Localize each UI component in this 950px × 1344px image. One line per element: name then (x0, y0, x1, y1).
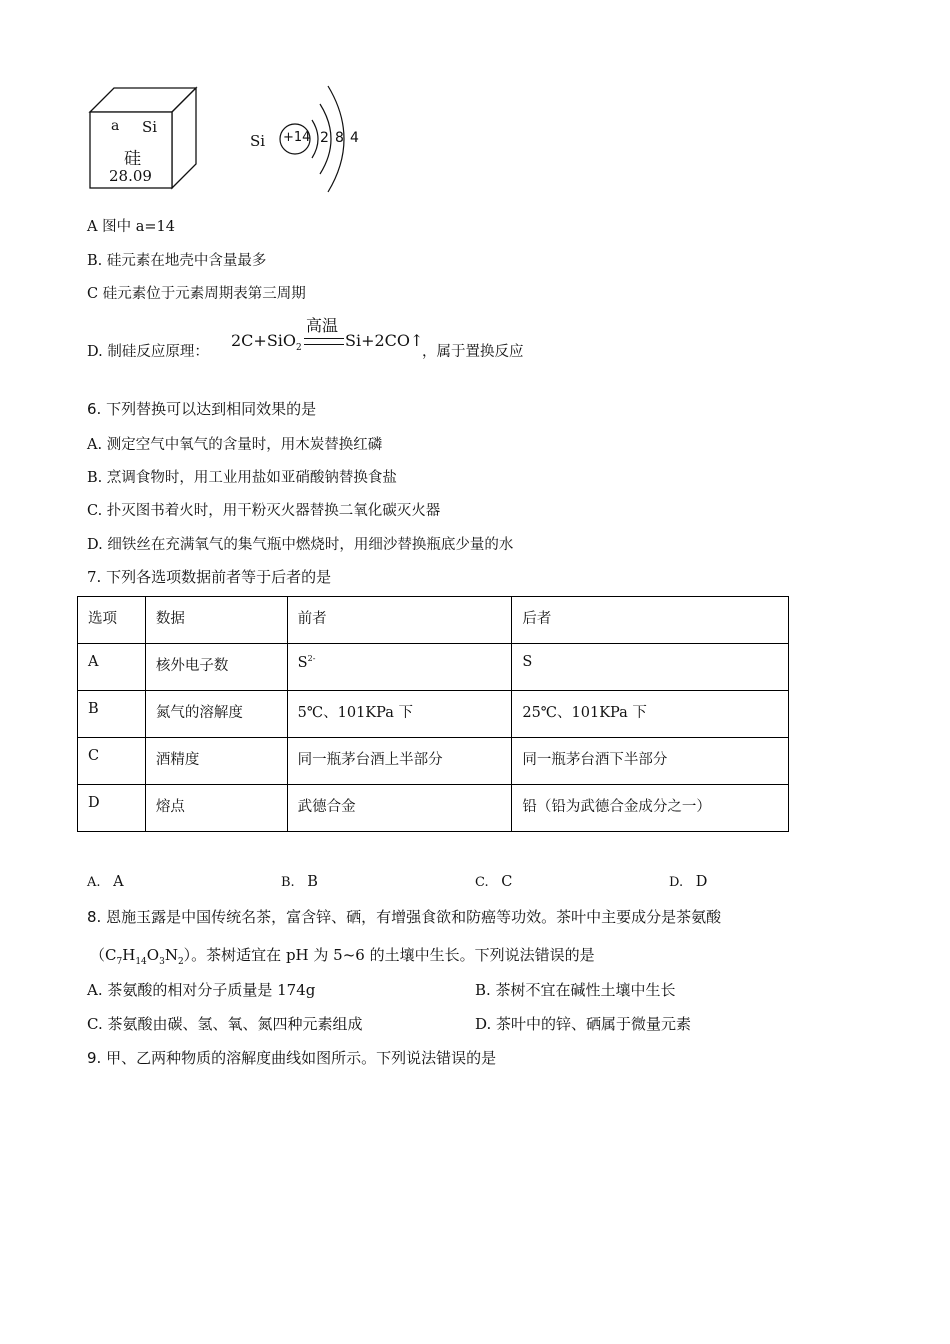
equals-sign (304, 338, 344, 345)
q7-choice-c (475, 874, 512, 890)
table-row (78, 785, 789, 832)
table-header-row (78, 597, 789, 644)
table-cell: S (512, 644, 789, 691)
q8-number: 8. (87, 908, 102, 926)
table-row (78, 738, 789, 785)
q9-number: 9. (87, 1049, 102, 1067)
q8-option-d: D. 茶叶中的锌、硒属于微量元素 (475, 1015, 692, 1033)
equation (231, 331, 302, 353)
q5-option-d-prefix: D. 制硅反应原理： (87, 344, 209, 360)
atom-symbol: Si (250, 132, 266, 150)
atom-shell-1: 2 (320, 130, 329, 146)
q7-stem: 7. 下列各选项数据前者等于后者的是 (87, 568, 332, 586)
q6-option-d: D. 细铁丝在充满氧气的集气瓶中燃烧时，用细沙替换瓶底少量的水 (87, 537, 514, 553)
q5-option-a: A 图中 a=14 (87, 219, 175, 235)
table-cell: 核外电子数 (145, 644, 287, 691)
element-symbol: Si (142, 118, 158, 136)
equation-left: 2C+SiO (231, 331, 297, 350)
table-header-cell: 数据 (145, 597, 287, 644)
q6-option-b: B. 烹调食物时，用工业用盐如亚硝酸钠替换食盐 (87, 470, 397, 486)
q6-option-c: C. 扑灭图书着火时，用干粉灭火器替换二氧化碳灭火器 (87, 503, 441, 519)
formula-n-count: 2 (177, 957, 184, 967)
q7-choice-b (281, 874, 318, 890)
equation-right: Si+2CO↑ (345, 331, 424, 350)
q8-stem-rest: ）。茶树适宜在 pH 为 5~6 的土壤中生长。下列说法错误的是 (183, 946, 595, 964)
element-atomic-mass: 28.09 (109, 167, 152, 185)
table-cell: 铅（铅为武德合金成分之一） (512, 785, 789, 832)
choice-value: D (695, 874, 708, 890)
table-cell: A (78, 644, 146, 691)
reaction-condition: 高温 (306, 316, 339, 335)
element-name: 硅 (124, 149, 141, 169)
formula-o-count: 3 (159, 957, 165, 967)
table-cell: 同一瓶茅台酒下半部分 (512, 738, 789, 785)
element-atomic-number-label: a (111, 118, 120, 134)
formula-n: N (164, 946, 178, 964)
equation-left-subscript: 2 (296, 343, 302, 354)
table-cell: 酒精度 (145, 738, 287, 785)
q5-option-d-suffix: ，属于置换反应 (422, 344, 524, 360)
s-ion-symbol: S (297, 655, 308, 671)
formula-h: H (122, 946, 136, 964)
q8-stem-text: 恩施玉露是中国传统名茶，富含锌、硒，有增强食欲和防癌等功效。茶叶中主要成分是茶氨酸 (106, 908, 722, 926)
q8-option-c: C. 茶氨酸由碳、氢、氧、氮四种元素组成 (87, 1015, 363, 1033)
q5-option-b: B. 硅元素在地壳中含量最多 (87, 253, 267, 269)
q8-option-b: B. 茶树不宜在碱性土壤中生长 (475, 981, 676, 999)
s-ion-charge: 2- (307, 654, 316, 663)
choice-label: C. (475, 875, 489, 890)
q6-stem (87, 398, 316, 419)
choice-value: A (113, 874, 124, 890)
table-cell (287, 644, 512, 691)
table-cell: 25℃、101KPa 下 (512, 691, 789, 738)
atom-shell-2: 8 (335, 130, 344, 146)
table-cell: 氮气的溶解度 (145, 691, 287, 738)
table-cell: D (78, 785, 146, 832)
table-header-cell: 后者 (512, 597, 789, 644)
q6-stem-text: 下列替换可以达到相同效果的是 (106, 400, 317, 418)
formula-h-count: 14 (135, 957, 147, 967)
q6-number: 6. (87, 400, 102, 418)
choice-value: B (307, 874, 318, 890)
q6-option-a: A. 测定空气中氧气的含量时，用木炭替换红磷 (87, 437, 383, 453)
table-cell: 武德合金 (287, 785, 512, 832)
table-row (78, 644, 789, 691)
table-row (78, 691, 789, 738)
choice-value: C (501, 874, 513, 890)
q5-option-c: C 硅元素位于元素周期表第三周期 (87, 286, 306, 302)
q7-data-table (77, 596, 789, 832)
q8-option-a: A. 茶氨酸的相对分子质量是 174g (87, 981, 316, 999)
q9-stem (87, 1047, 496, 1068)
formula-open: （C (90, 946, 117, 964)
table-header-cell: 选项 (78, 597, 146, 644)
choice-label: B. (281, 875, 295, 890)
table-cell: 5℃、101KPa 下 (287, 691, 512, 738)
choice-label: A. (87, 875, 101, 890)
table-header-cell: 前者 (287, 597, 512, 644)
q8-stem-line1 (87, 906, 721, 927)
q9-stem-text: 甲、乙两种物质的溶解度曲线如图所示。下列说法错误的是 (106, 1049, 497, 1067)
formula-c-count: 7 (116, 957, 123, 967)
table-cell: 熔点 (145, 785, 287, 832)
choice-label: D. (669, 875, 684, 890)
table-cell: 同一瓶茅台酒上半部分 (287, 738, 512, 785)
q8-stem-line2 (90, 944, 595, 967)
formula-o: O (146, 946, 160, 964)
atom-nucleus-charge: +14 (283, 130, 311, 145)
table-cell: B (78, 691, 146, 738)
q7-choice-d (669, 874, 707, 890)
table-cell: C (78, 738, 146, 785)
q7-choice-a (87, 874, 124, 890)
atom-shell-3: 4 (350, 130, 359, 146)
